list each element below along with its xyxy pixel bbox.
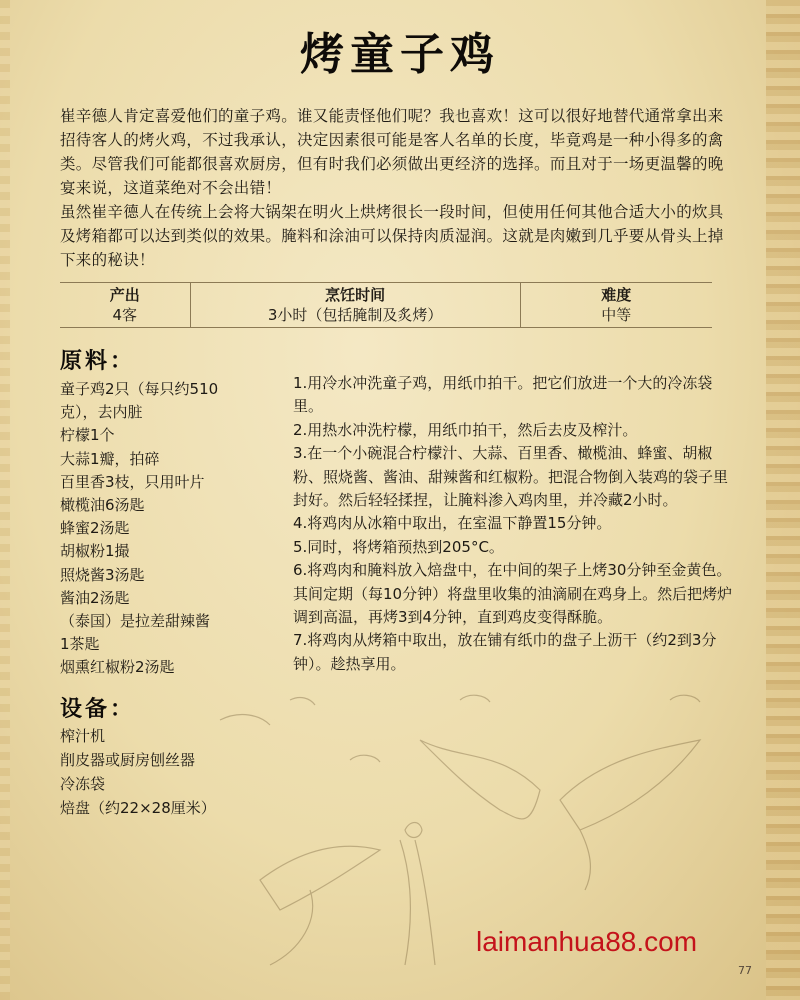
step-item: 7.将鸡肉从烤箱中取出，放在铺有纸巾的盘子上沥干（约2到3分钟）。趁热享用。 [293,631,717,673]
equipment-item: 榨汁机 [60,727,106,745]
recipe-info-table [60,282,712,328]
yield-column [60,283,190,327]
ingredient-item: 百里香3枝，只用叶片 [60,472,205,491]
ingredient-item: （泰国）是拉差甜辣酱 [60,612,211,631]
steps-list [293,372,739,676]
step-item: 5.同时，将烤箱预热到205°C。 [293,537,504,556]
ingredient-item: 照烧酱3汤匙 [60,565,145,584]
ingredient-item: 胡椒粉1撮 [60,542,130,561]
equipment-list [60,724,280,820]
ingredients-list [60,378,260,680]
ingredient-item: 蜂蜜2汤匙 [60,519,130,538]
ingredient-item: 烟熏红椒粉2汤匙 [60,658,175,677]
difficulty-column [520,283,712,327]
ingredient-item: 克），去内脏 [60,403,143,422]
equipment-item: 冷冻袋 [60,775,106,793]
page-number: 77 [738,964,752,977]
time-value: 3小时（包括腌制及炙烤） [267,306,443,324]
step-item: 2.用热水冲洗柠檬，用纸巾拍干，然后去皮及榨汁。 [293,420,638,439]
intro-paragraph: 虽然崔辛德人在传统上会将大锅架在明火上烘烤很长一段时间，但使用任何其他合适大小的炊具及烤箱都可以达到类似的效果。腌料和涂油可以保持肉质湿润。这就是肉嫩到几乎要从骨头上掉下来的秘诀！ [60,203,724,269]
time-column [190,283,520,327]
ingredient-item: 大蒜1瓣，拍碎 [60,449,160,468]
ingredient-item: 酱油2汤匙 [60,588,130,607]
intro-text [60,104,736,272]
yield-label: 产出 [109,286,140,304]
ingredient-item: 橄榄油6汤匙 [60,496,145,515]
step-item: 3.在一个小碗混合柠檬汁、大蒜、百里香、橄榄油、蜂蜜、胡椒粉、照烧酱、酱油、甜辣酱和红椒粉。把混合物倒入装鸡的袋子里封好。然后轻轻揉捏，让腌料渗入鸡肉里，并冷藏2小时。 [293,444,729,510]
ingredient-item: 童子鸡2只（每只约510 [60,380,219,398]
intro-paragraph: 崔辛德人肯定喜爱他们的童子鸡。谁又能责怪他们呢？我也喜欢！这可以很好地替代通常拿出来招待客人的烤火鸡，不过我承认，决定因素很可能是客人名单的长度，毕竟鸡是一种小得多的禽类。尽管我们可能都很喜欢厨房，但有时我们必须做出更经济的选择。而且对于一场更温馨的晚宴来说，这道菜绝对不会出错！ [60,107,724,197]
right-border-ornament [766,0,800,1000]
recipe-title: 烤童子鸡 [300,29,500,80]
yield-value: 4客 [112,306,138,324]
ingredients-heading: 原料： [60,348,136,374]
left-border-ornament [0,0,10,1000]
step-item: 4.将鸡肉从冰箱中取出，在室温下静置15分钟。 [293,514,612,533]
ingredient-item: 柠檬1个 [60,426,115,445]
difficulty-label: 难度 [601,286,632,304]
equipment-item: 削皮器或厨房刨丝器 [60,751,196,769]
equipment-item: 焙盘（约22×28厘米） [60,799,216,817]
difficulty-value: 中等 [601,306,632,324]
time-label: 烹饪时间 [325,286,386,304]
step-item: 6.将鸡肉和腌料放入焙盘中，在中间的架子上烤30分钟至金黄色。其间定期（每10分钟）将盘里收集的油滴刷在鸡身上。然后把烤炉调到高温，再烤3到4分钟，直到鸡皮变得酥脆。 [293,561,733,627]
site-watermark: laimanhua88.com [476,926,698,957]
ingredient-item: 1茶匙 [60,635,100,654]
equipment-heading: 设备： [60,696,136,722]
step-item: 1.用冷水冲洗童子鸡，用纸巾拍干。把它们放进一个大的冷冻袋里。 [293,374,713,416]
